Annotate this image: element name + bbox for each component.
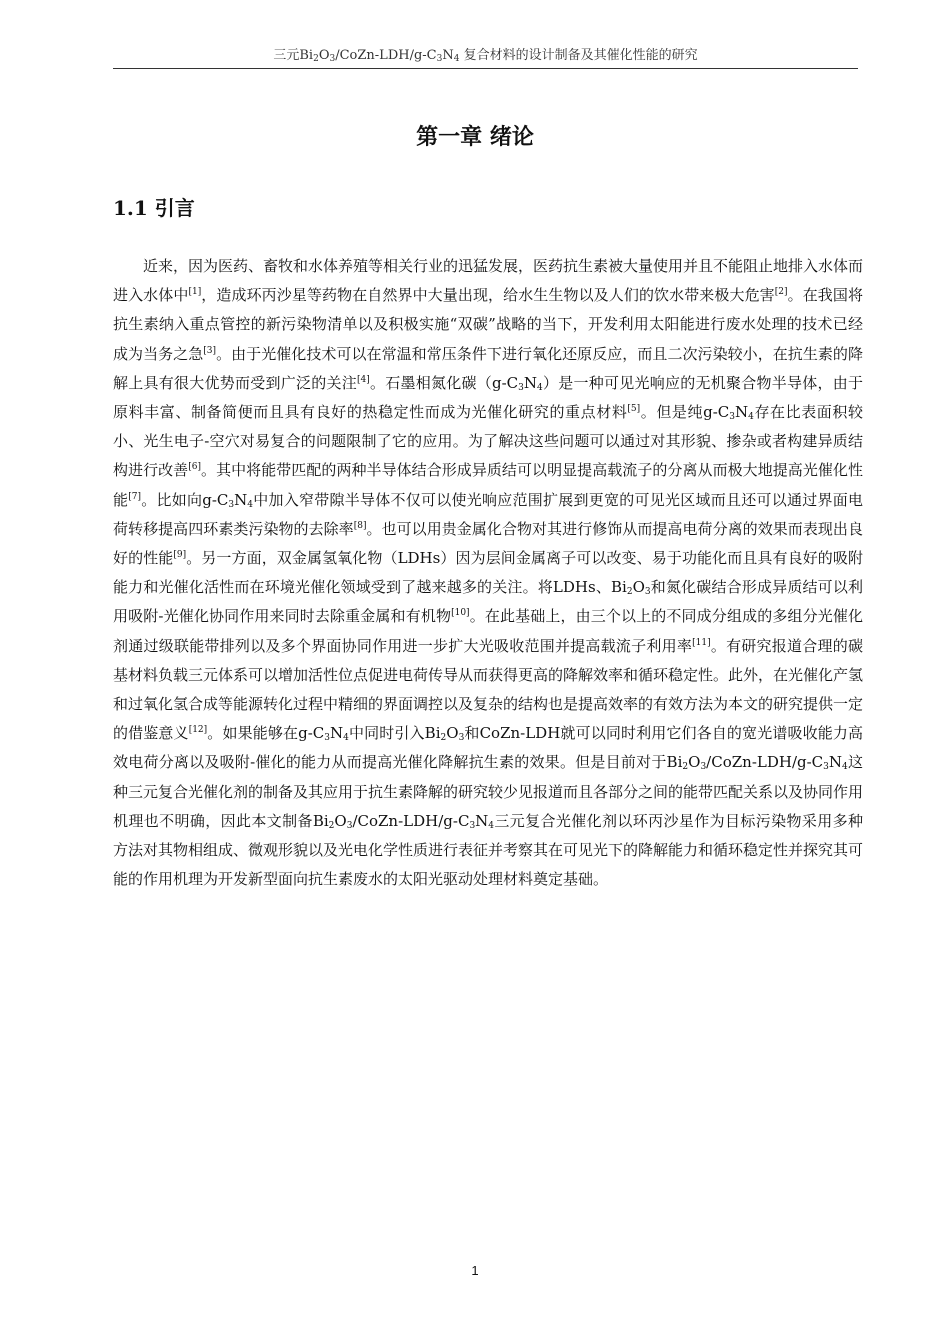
citation-mark: [8] <box>353 520 367 531</box>
chemical-subscript: 3 <box>228 499 235 510</box>
text-run: 近来，因为医药、畜牧和水体养殖等相关行业的迅猛发展，医药抗生素被大量使用并且不能阻止地排入水体而进入水体中 <box>113 257 864 305</box>
header-text: N <box>442 48 454 63</box>
citation-mark: [4] <box>357 374 370 385</box>
header-subscript: 2 <box>313 54 319 64</box>
text-run: 。其中将能带匹配的两种半导体结合形成异质结可以明显提高载流子的分离从而极大地提高光催化性能 <box>113 461 863 509</box>
citation-mark: [7] <box>128 491 141 502</box>
text-run: /CoZn-LDH/g-C <box>706 753 824 772</box>
chemical-subscript: 3 <box>823 762 829 773</box>
header-text: /CoZn-LDH/g-C <box>335 48 437 63</box>
citation-mark: [5] <box>627 404 641 415</box>
citation-mark: [1] <box>188 287 202 298</box>
body-paragraph <box>113 252 863 894</box>
chapter-title: 第一章 绪论 <box>416 124 534 150</box>
text-run: 。也可以用贵金属化合物对其进行修饰从而提高电荷分离的效果而表现出良好的性能 <box>113 519 863 568</box>
text-run: O <box>688 753 701 772</box>
header-subscript: 3 <box>329 54 336 64</box>
chemical-subscript: 3 <box>346 820 353 831</box>
text-run: 。如果能够在g-C <box>207 724 325 743</box>
text-run: O <box>632 578 645 597</box>
citation-mark: [9] <box>173 550 187 561</box>
text-run: 中同时引入Bi <box>348 724 441 743</box>
text-run: 。比如向g-C <box>141 490 229 509</box>
chemical-subscript: 4 <box>247 499 253 510</box>
text-run: 。有研究报道合理的碳基材料负载三元体系可以增加活性位点促进电荷传导从而获得更高的降解效率和循环稳定性。此外，在光催化产氢和过氧化氢合成等能源转化过程中精细的界面调控以及复杂的结构也是提高效率的有效方法为本文的研究提供一定的借鉴意义 <box>113 636 864 743</box>
chemical-subscript: 3 <box>700 762 707 773</box>
chemical-subscript: 2 <box>328 820 335 831</box>
chemical-subscript: 3 <box>518 382 524 393</box>
chemical-subscript: 3 <box>644 587 651 598</box>
chemical-subscript: 4 <box>842 762 848 773</box>
text-run: N <box>475 811 489 830</box>
chemical-subscript: 2 <box>440 733 447 744</box>
text-run: N <box>828 753 843 772</box>
text-run: 。在此基础上，由三个以上的不同成分组成的多组分光催化剂通过级联能带排列以及多个界面协同作用进一步扩大光吸收范围并提高载流子利用率 <box>113 607 863 655</box>
chemical-subscript: 2 <box>682 762 689 773</box>
chemical-subscript: 4 <box>748 412 754 423</box>
header-subscript: 3 <box>436 54 443 64</box>
header-subscript: 4 <box>453 54 460 64</box>
text-run: 存在比表面积较小、光生电子-空穴对易复合的问题限制了它的应用。为了解决这些问题可以通过对其形貌、掺杂或者构建异质结构进行改善 <box>113 403 863 480</box>
citation-mark: [3] <box>203 345 217 356</box>
text-run: 这种三元复合光催化剂的制备及其应用于抗生素降解的研究较少见报道而且各部分之间的能带匹配关系以及协同作用机理也不明确，因此本文制备Bi <box>113 753 864 830</box>
header-text: O <box>318 48 330 63</box>
chemical-subscript: 2 <box>626 587 633 598</box>
text-run: /CoZn-LDH/g-C <box>352 811 470 830</box>
text-run: 。但是纯g-C <box>640 403 730 422</box>
text-run: 和CoZn-LDH就可以同时利用它们各自的宽光谱吸收能力高效电荷分离以及吸附-催化的能力从而提高光催化降解抗生素的效果。但是目前对于Bi <box>113 724 864 772</box>
text-run: 和氮化碳结合形成异质结可以利用吸附-光催化协同作用来同时去除重金属和有机物 <box>113 578 863 626</box>
text-run: 。由于光催化技术可以在常温和常压条件下进行氧化还原反应，而且二次污染较小，在抗生素的降解上具有很大优势而受到广泛的关注 <box>113 344 863 392</box>
chemical-subscript: 4 <box>537 382 543 393</box>
text-run: N <box>523 373 538 392</box>
text-run: N <box>234 490 248 509</box>
header-text: 三元Bi <box>273 48 314 63</box>
text-run: 。石墨相氮化碳（g-C <box>369 373 519 392</box>
chemical-subscript: 3 <box>458 733 465 744</box>
running-header <box>113 46 858 69</box>
text-run: ）是一种可见光响应的无机聚合物半导体，由于原料丰富、制备简便而且具有良好的热稳定性而成为光催化研究的重点材料 <box>113 373 863 422</box>
citation-mark: [2] <box>774 287 788 298</box>
text-run: 中加入窄带隙半导体不仅可以使光响应范围扩展到更宽的可见光区域而且还可以通过界面电荷转移提高四环素类污染物的去除率 <box>113 490 863 538</box>
chemical-subscript: 3 <box>729 412 735 423</box>
chemical-subscript: 3 <box>324 733 331 744</box>
section-title: 1.1 引言 <box>113 196 195 220</box>
page-number: 1 <box>471 1263 479 1278</box>
text-run: ，造成环丙沙星等药物在自然界中大量出现，给水生生物以及人们的饮水带来极大危害 <box>201 286 775 305</box>
header-text: 复合材料的设计制备及其催化性能的研究 <box>459 48 698 63</box>
citation-mark: [10] <box>451 608 470 619</box>
chemical-subscript: 4 <box>343 733 349 744</box>
text-run: O <box>334 811 347 830</box>
text-run: 。在我国将抗生素纳入重点管控的新污染物清单以及积极实施“双碳”战略的当下，开发利用太阳能进行废水处理的技术已经成为当务之急 <box>113 286 863 363</box>
chemical-subscript: 4 <box>488 820 495 831</box>
citation-mark: [12] <box>188 725 208 736</box>
text-run: 三元复合光催化剂以环丙沙星作为目标污染物采用多种方法对其物相组成、微观形貌以及光电化学性质进行表征并考察其在可见光下的降解能力和循环稳定性并探究其可能的作用机理为开发新型面向抗生素废水的太阳光驱动处理材料奠定基础。 <box>113 811 864 889</box>
text-run: O <box>446 724 459 743</box>
text-run: N <box>330 724 344 743</box>
chemical-subscript: 3 <box>469 820 476 831</box>
text-run: 。另一方面，双金属氢氧化物（LDHs）因为层间金属离子可以改变、易于功能化而且具有良好的吸附能力和光催化活性而在环境光催化领域受到了越来越多的关注。将LDHs、Bi <box>113 549 863 597</box>
text-run: N <box>735 403 749 422</box>
citation-mark: [6] <box>188 462 201 473</box>
citation-mark: [11] <box>692 637 711 648</box>
